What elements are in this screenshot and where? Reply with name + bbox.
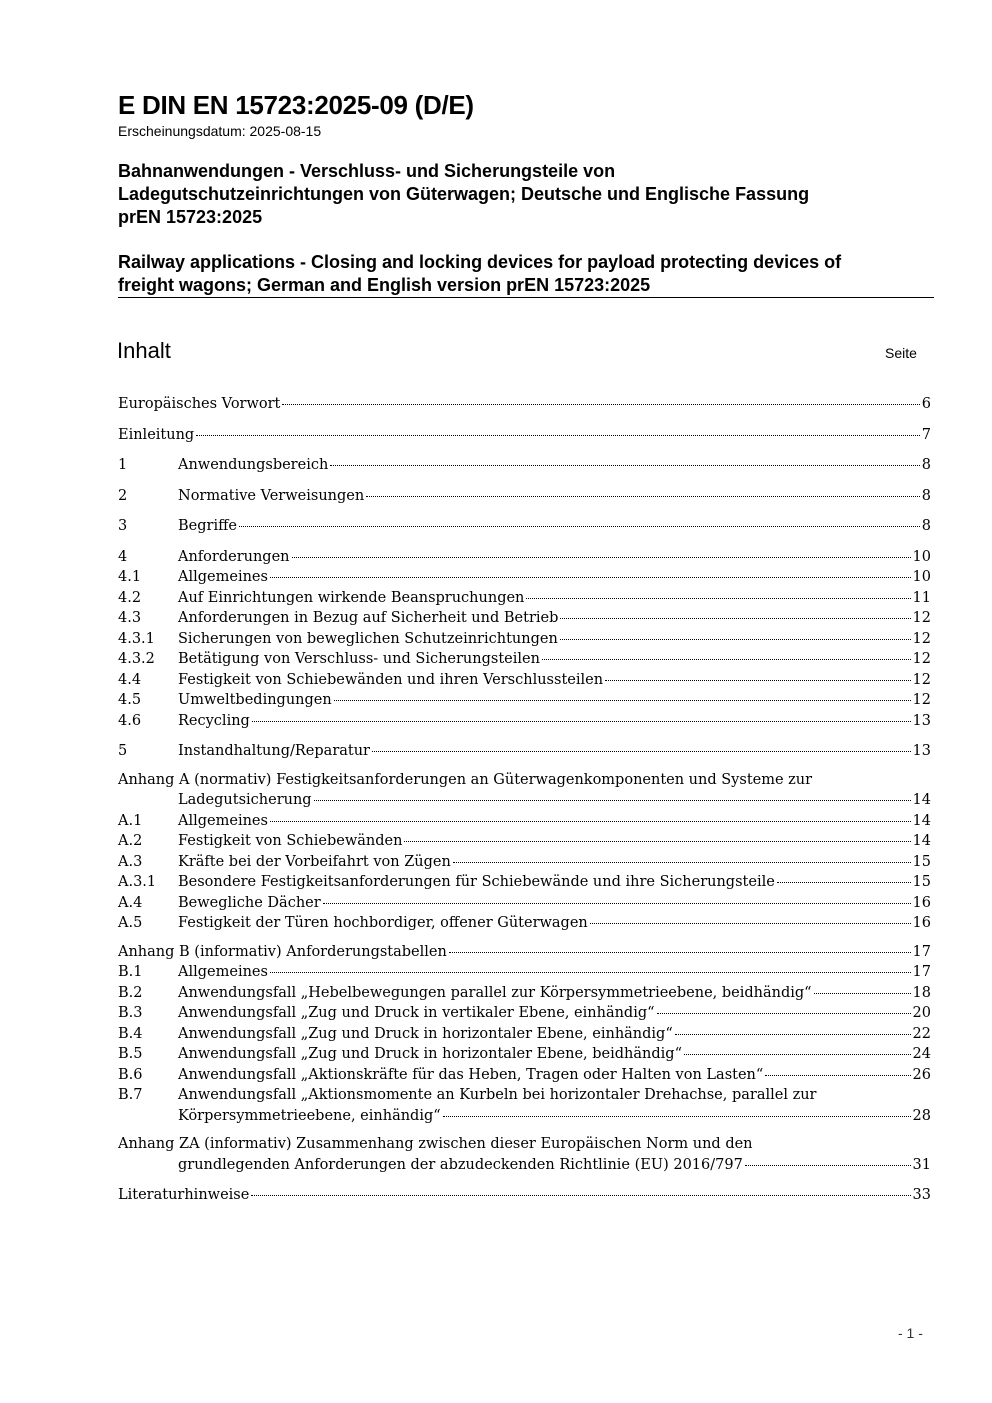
title-german-line: Bahnanwendungen - Verschluss- und Sicherungsteile von xyxy=(118,161,616,181)
toc-entry-page: 28 xyxy=(912,1107,931,1124)
title-german xyxy=(118,160,918,229)
toc-entry-page: 12 xyxy=(912,630,931,647)
toc-entry-page: 16 xyxy=(912,915,931,931)
toc-entry-number: 4.2 xyxy=(118,589,142,606)
toc-entry-page: 10 xyxy=(912,548,931,565)
toc-entry-number: A.2 xyxy=(118,833,143,849)
toc-entry-4-3[interactable] xyxy=(118,608,931,629)
dot-leader xyxy=(334,700,911,701)
toc-entry-text: Anforderungen xyxy=(178,548,290,565)
toc-entry-text: Anforderungen in Bezug auf Sicherheit und Betrieb xyxy=(178,610,559,626)
dot-leader xyxy=(657,1013,911,1014)
toc-entry-number: 4.3 xyxy=(118,610,142,626)
toc-entry-number: A.5 xyxy=(118,915,143,931)
toc-entry-4-3-2[interactable] xyxy=(118,649,931,670)
toc-entry-text: Anwendungsfall „Zug und Druck in horizontaler Ebene, beidhändig“ xyxy=(178,1046,682,1062)
toc-entry-text: Anhang B (informativ) Anforderungstabellen xyxy=(118,943,447,960)
dot-leader xyxy=(605,680,911,681)
dot-leader xyxy=(239,526,920,527)
toc-entry-number: A.1 xyxy=(118,812,143,829)
toc-entry-text: Allgemeines xyxy=(178,569,268,585)
dot-leader xyxy=(675,1034,911,1035)
table-of-contents xyxy=(118,394,931,1206)
toc-entry-4-6[interactable] xyxy=(118,711,931,732)
toc-entry-b-7[interactable] xyxy=(118,1085,931,1126)
toc-entry-b-1[interactable] xyxy=(118,962,931,983)
dot-leader xyxy=(765,1075,910,1076)
toc-entry-number: B.7 xyxy=(118,1087,143,1103)
toc-entry-text: Auf Einrichtungen wirkende Beanspruchungen xyxy=(178,589,525,606)
toc-entry-4-1[interactable] xyxy=(118,567,931,588)
toc-entry-text: Recycling xyxy=(178,712,250,729)
dot-leader xyxy=(372,751,911,752)
toc-entry-page: 15 xyxy=(912,874,931,890)
dot-leader xyxy=(252,721,911,722)
toc-entry-text-continued: grundlegenden Anforderungen der abzudeckenden Richtlinie (EU) 2016/797 xyxy=(178,1156,743,1173)
toc-entry-text: Anwendungsfall „Zug und Druck in horizontaler Ebene, einhändig“ xyxy=(178,1025,673,1042)
dot-leader xyxy=(404,841,910,842)
toc-entry-text: Anwendungsbereich xyxy=(178,457,329,473)
toc-entry-page: 18 xyxy=(912,984,931,1001)
toc-entry-number: 4.6 xyxy=(118,712,142,729)
dot-leader xyxy=(745,1165,911,1166)
toc-entry-4-4[interactable] xyxy=(118,670,931,691)
header-divider xyxy=(118,297,934,298)
toc-entry-number: 4.3.2 xyxy=(118,651,155,667)
toc-entry-page: 17 xyxy=(912,964,931,980)
toc-entry-b-4[interactable] xyxy=(118,1024,931,1045)
toc-entry-page: 14 xyxy=(912,833,931,849)
toc-entry-page: 13 xyxy=(912,712,931,729)
dot-leader xyxy=(560,618,910,619)
toc-entry-page: 13 xyxy=(912,743,931,759)
toc-entry-text-continued: Körpersymmetrieebene, einhändig“ xyxy=(178,1107,441,1124)
toc-entry-page: 14 xyxy=(912,792,931,808)
toc-entry-text: Allgemeines xyxy=(178,964,268,980)
toc-entry-number: B.4 xyxy=(118,1025,143,1042)
toc-entry-text: Festigkeit von Schiebewänden und ihren Verschlussteilen xyxy=(178,671,604,688)
toc-entry-text: Instandhaltung/Reparatur xyxy=(178,743,370,759)
toc-entry-bibliography[interactable] xyxy=(118,1185,931,1206)
toc-entry-b-5[interactable] xyxy=(118,1044,931,1065)
toc-entry-page: 8 xyxy=(921,518,931,534)
dot-leader xyxy=(684,1054,911,1055)
toc-entry-page: 33 xyxy=(912,1187,931,1203)
dot-leader xyxy=(590,923,911,924)
toc-entry-text: Festigkeit von Schiebewänden xyxy=(178,833,403,849)
toc-entry-page: 22 xyxy=(912,1025,931,1042)
toc-entry-page: 26 xyxy=(912,1066,931,1083)
toc-entry-text-continued: Ladegutsicherung xyxy=(178,792,312,808)
toc-entry-page: 6 xyxy=(921,396,931,412)
document-id: E DIN EN 15723:2025-09 (D/E) xyxy=(118,90,474,120)
toc-entry-text: Besondere Festigkeitsanforderungen für Schiebewände und ihre Sicherungsteile xyxy=(178,874,775,890)
dot-leader xyxy=(270,821,911,822)
toc-entry-text: Umweltbedingungen xyxy=(178,692,332,708)
toc-entry-annex-b[interactable] xyxy=(118,942,931,963)
toc-entry-number: B.2 xyxy=(118,984,143,1001)
toc-entry-page: 7 xyxy=(921,426,931,443)
toc-entry-number: 3 xyxy=(118,518,128,534)
toc-entry-text: Bewegliche Dächer xyxy=(178,894,321,911)
toc-entry-number: 4 xyxy=(118,548,128,565)
toc-entry-page: 8 xyxy=(921,457,931,473)
toc-entry-4-5[interactable] xyxy=(118,690,931,711)
toc-entry-a-3[interactable] xyxy=(118,852,931,873)
toc-entry-text: Anwendungsfall „Aktionsmomente an Kurbeln bei horizontaler Drehachse, parallel zur xyxy=(178,1087,817,1103)
toc-entry-annex-za[interactable] xyxy=(118,1134,931,1175)
toc-entry-page: 15 xyxy=(912,853,931,870)
toc-entry-number: 5 xyxy=(118,743,128,759)
toc-entry-number: B.6 xyxy=(118,1066,143,1083)
toc-entry-4-3-1[interactable] xyxy=(118,629,931,650)
toc-heading: Inhalt xyxy=(117,338,171,363)
toc-entry-page: 31 xyxy=(912,1156,931,1173)
toc-entry-number: 1 xyxy=(118,457,128,473)
toc-entry-introduction[interactable] xyxy=(118,425,931,446)
dot-leader xyxy=(282,404,919,405)
toc-entry-text: Anwendungsfall „Zug und Druck in vertikaler Ebene, einhändig“ xyxy=(178,1005,655,1021)
toc-entry-a-4[interactable] xyxy=(118,893,931,914)
page-number: - 1 - xyxy=(898,1325,923,1341)
dot-leader xyxy=(453,862,911,863)
dot-leader xyxy=(449,952,911,953)
dot-leader xyxy=(330,465,919,466)
toc-entry-number: B.3 xyxy=(118,1005,143,1021)
toc-page-label: Seite xyxy=(885,345,917,361)
toc-entry-number: 4.1 xyxy=(118,569,142,585)
dot-leader xyxy=(443,1116,911,1117)
toc-entry-number: 4.5 xyxy=(118,692,142,708)
toc-entry-number: A.3 xyxy=(118,853,143,870)
toc-entry-text: Literaturhinweise xyxy=(118,1187,250,1203)
toc-entry-foreword[interactable] xyxy=(118,394,931,415)
title-english-line: Railway applications - Closing and locking devices for payload protecting devices of xyxy=(118,252,842,272)
toc-entry-b-3[interactable] xyxy=(118,1003,931,1024)
toc-entry-text: Anwendungsfall „Hebelbewegungen parallel zur Körpersymmetrieebene, beidhändig“ xyxy=(178,984,812,1001)
dot-leader xyxy=(814,993,911,994)
title-german-line: Ladegutschutzeinrichtungen von Güterwagen; Deutsche und Englische Fassung xyxy=(118,184,810,204)
toc-entry-page: 10 xyxy=(912,569,931,585)
toc-entry-number: B.1 xyxy=(118,964,143,980)
title-english-line: freight wagons; German and English version prEN 15723:2025 xyxy=(118,275,651,295)
toc-entry-number: A.4 xyxy=(118,894,143,911)
dot-leader xyxy=(270,577,911,578)
dot-leader xyxy=(366,496,920,497)
toc-entry-text: Anwendungsfall „Aktionskräfte für das Heben, Tragen oder Halten von Lasten“ xyxy=(178,1066,764,1083)
title-german-line: prEN 15723:2025 xyxy=(118,207,263,227)
toc-entry-2[interactable] xyxy=(118,486,931,507)
toc-entry-5[interactable] xyxy=(118,741,931,762)
toc-entry-annex-a[interactable] xyxy=(118,770,931,811)
toc-entry-text: Europäisches Vorwort xyxy=(118,396,281,412)
title-english xyxy=(118,251,938,297)
toc-entry-text: Normative Verweisungen xyxy=(178,487,365,504)
publication-date: Erscheinungsdatum: 2025-08-15 xyxy=(118,123,322,139)
toc-entry-a-5[interactable] xyxy=(118,913,931,934)
toc-entry-page: 12 xyxy=(912,692,931,708)
dot-leader xyxy=(526,598,910,599)
toc-entry-4[interactable] xyxy=(118,547,931,568)
toc-entry-text: Festigkeit der Türen hochbordiger, offener Güterwagen xyxy=(178,915,588,931)
toc-entry-page: 24 xyxy=(912,1046,931,1062)
toc-entry-number: 4.4 xyxy=(118,671,142,688)
toc-entry-text: Sicherungen von beweglichen Schutzeinrichtungen xyxy=(178,630,558,647)
toc-entry-page: 14 xyxy=(912,812,931,829)
toc-entry-4-2[interactable] xyxy=(118,588,931,609)
toc-entry-b-2[interactable] xyxy=(118,983,931,1004)
toc-entry-1[interactable] xyxy=(118,455,931,476)
toc-entry-a-1[interactable] xyxy=(118,811,931,832)
toc-entry-page: 11 xyxy=(912,589,931,606)
dot-leader xyxy=(314,800,911,801)
toc-entry-text: Allgemeines xyxy=(178,812,268,829)
toc-entry-number: B.5 xyxy=(118,1046,143,1062)
dot-leader xyxy=(542,659,911,660)
dot-leader xyxy=(196,435,920,436)
toc-entry-page: 17 xyxy=(912,943,931,960)
toc-entry-page: 12 xyxy=(912,651,931,667)
dot-leader xyxy=(251,1195,910,1196)
toc-entry-text: Anhang A (normativ) Festigkeitsanforderungen an Güterwagenkomponenten und Systeme zur xyxy=(118,771,813,788)
toc-entry-page: 8 xyxy=(921,487,931,504)
toc-entry-text: Kräfte bei der Vorbeifahrt von Zügen xyxy=(178,853,451,870)
toc-entry-a-2[interactable] xyxy=(118,831,931,852)
toc-entry-page: 12 xyxy=(912,671,931,688)
toc-entry-number: A.3.1 xyxy=(118,874,157,890)
toc-entry-b-6[interactable] xyxy=(118,1065,931,1086)
dot-leader xyxy=(270,972,911,973)
toc-entry-text: Anhang ZA (informativ) Zusammenhang zwischen dieser Europäischen Norm und den xyxy=(118,1136,753,1152)
toc-entry-3[interactable] xyxy=(118,516,931,537)
toc-entry-page: 20 xyxy=(912,1005,931,1021)
dot-leader xyxy=(777,882,911,883)
toc-entry-text: Begriffe xyxy=(178,518,237,534)
toc-entry-number: 4.3.1 xyxy=(118,630,155,647)
toc-entry-text: Einleitung xyxy=(118,426,195,443)
dot-leader xyxy=(323,903,911,904)
toc-entry-page: 16 xyxy=(912,894,931,911)
toc-entry-number: 2 xyxy=(118,487,128,504)
toc-entry-text: Betätigung von Verschluss- und Sicherungsteilen xyxy=(178,651,540,667)
toc-entry-a-3-1[interactable] xyxy=(118,872,931,893)
dot-leader xyxy=(292,557,911,558)
toc-entry-page: 12 xyxy=(912,610,931,626)
dot-leader xyxy=(560,639,911,640)
